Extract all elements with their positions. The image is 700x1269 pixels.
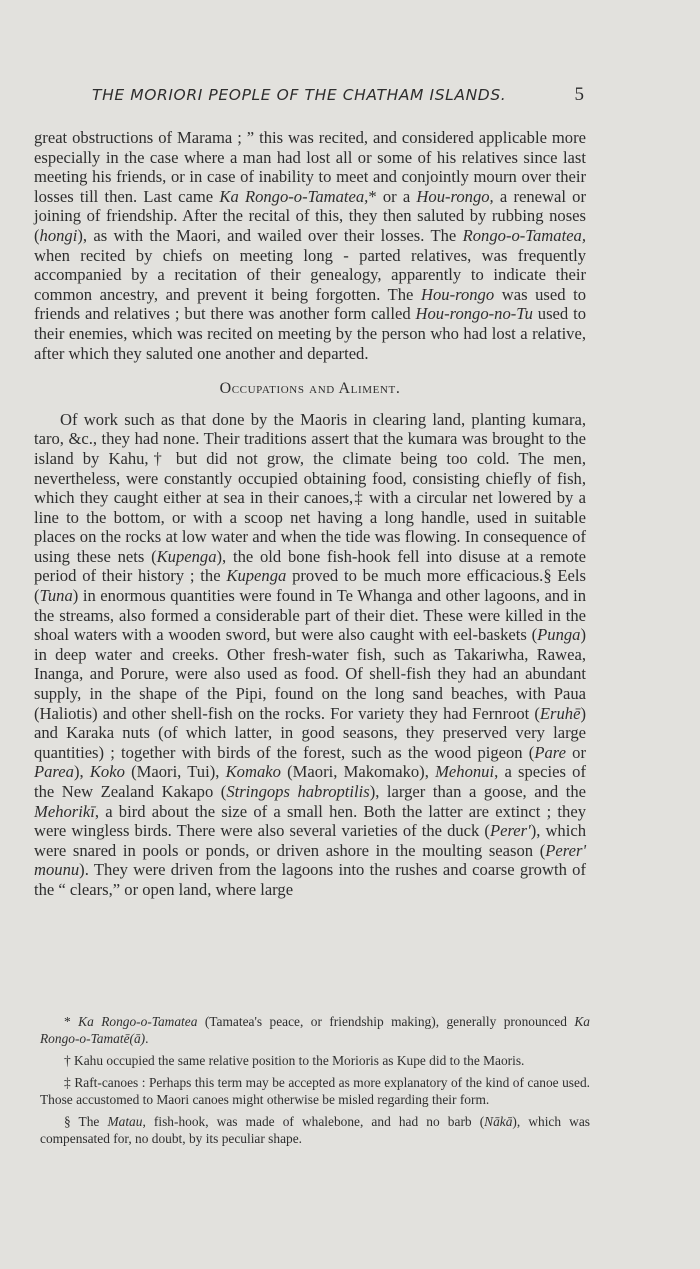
italic-term: Ka Rongo-o-Tamatea, (219, 186, 369, 206)
italic-term: Pare (534, 742, 566, 762)
italic-term: Kupenga (226, 566, 287, 586)
italic-term: Stringops habroptilis (226, 782, 370, 801)
italic-term: Rongo-o-Tamatea, (462, 225, 586, 245)
italic-term: Komako (225, 762, 281, 782)
footnote-matau: § The Matau, fish-hook, was made of whalebone, and had no barb (Nākā), which was compensated for, no doubt, by its peculiar shape. (40, 1114, 590, 1146)
italic-term: Mehonui (435, 762, 495, 782)
italic-term: Hou-rongo, (416, 186, 494, 206)
italic-term: Kupenga (156, 546, 217, 566)
italic-term: Ka Rongo-o-Tamatea (78, 1014, 198, 1029)
italic-term: Matau (107, 1114, 143, 1129)
running-title: THE MORIORI PEOPLE OF THE CHATHAM ISLANDS. (92, 86, 507, 104)
footnote-rongo: * Ka Rongo-o-Tamatea (Tamatea's peace, or friendship making), generally pronounced Ka Rongo-o-Tamatē(ā). (40, 1014, 591, 1046)
italic-term: Tuna (39, 586, 73, 606)
paragraph-rongo-o-tamatea: great obstructions of Marama ; ” this was recited, and considered applicable more especially in the case where a man had lost all or some of his relatives since last meeting his friends, or in case of inability to meet and conjointly mourn over their losses till then. Last came Ka Rongo-o-Tamatea,* or a Hou-rongo, a renewal or joining of friendship. After the recital of this, they then saluted by rubbing noses (hongi), as with the Maori, and wailed over their losses. The Rongo-o-Tamatea, when recited by chiefs on meeting long - parted relatives, was frequently accompanied by a recitation of their genealogy, apparently to indicate their common ancestry, and prevent it being forgotten. The Hou-rongo was used to friends and relatives ; but there was another form called Hou-rongo-no-Tu used to their enemies, which was recited on meeting by the person who had lost a relative, after which they saluted one another and departed. (34, 128, 587, 363)
italic-term: Hou-rongo (421, 284, 495, 304)
italic-term: hongi (39, 225, 78, 245)
italic-term: Hou-rongo-no-Tu (415, 304, 533, 324)
italic-term: Eruhē (539, 703, 581, 723)
page-number: 5 (574, 84, 584, 105)
section-heading: Occupations and Aliment. (219, 380, 401, 398)
italic-term: Perer' mounu (34, 840, 586, 880)
italic-term: Mehorikī (34, 801, 95, 821)
italic-term: Koko (89, 762, 125, 782)
italic-term: Ka Rongo-o-Tamatē(ā) (40, 1014, 591, 1046)
footnote-kahu: † Kahu occupied the same relative position to the Morioris as Kupe did to the Maoris. (64, 1053, 525, 1068)
italic-term: Nākā (484, 1114, 513, 1129)
italic-term: Punga (537, 625, 581, 645)
italic-term: Perer' (489, 821, 531, 841)
footnote-raft-canoes: ‡ Raft-canoes : Perhaps this term may be accepted as more explanatory of the kind of canoe used. Those accustomed to Maori canoes might otherwise be misled regarding their form. (40, 1075, 590, 1107)
paragraph-occupations: Of work such as that done by the Maoris in clearing land, planting kumara, taro, &c., they had none. Their traditions assert that the kumara was brought to the island by Kahu,† but did not grow, the climate being too cold. The men, nevertheless, were constantly occupied obtaining food, consisting chiefly of fish, which they caught either at sea in their canoes,‡ with a circular net lowered by a line to the bottom, or with a scoop net having a long handle, used in suitable places on the rocks at low water and when the tide was flowing. In consequence of using these nets (Kupenga), the old bone fish-hook fell into disuse at a remote period of their history ; the Kupenga proved to be much more efficacious.§ Eels (Tuna) in enormous quantities were found in Te Whanga and other lagoons, and in the streams, also formed a considerable part of their diet. These were killed in the shoal waters with a wooden sword, but were also caught with eel-baskets (Punga) in deep water and creeks. Other fresh-water fish, such as Takariwha, Rawea, Inanga, and Porure, were also used as food. Of shell-fish they had an abundant supply, in the shape of the Pipi, found on the long sand beaches, with Paua (Haliotis) and other shell-fish on the rocks. For variety they had Fernroot (Eruhē) and Karaka nuts (of which latter, in good seasons, they preserved very large quantities) ; together with birds of the forest, such as the wood pigeon (Pare or Parea), Koko (Maori, Tui), Komako (Maori, Makomako), Mehonui, a species of the New Zealand Kakapo (Stringops habroptilis), larger than a goose, and the Mehorikī, a bird about the size of a small hen. Both the latter are extinct ; they were wingless birds. There were also several varieties of the duck (Perer'), which were snared in pools or ponds, or driven ashore in the moulting season (Perer' mounu). They were driven from the lagoons into the rushes and coarse growth of the “ clears,” or open land, where large (34, 409, 587, 899)
body-text (34, 128, 586, 900)
running-head (92, 86, 592, 110)
footnotes (40, 1013, 590, 1152)
italic-term: Parea (34, 762, 74, 782)
